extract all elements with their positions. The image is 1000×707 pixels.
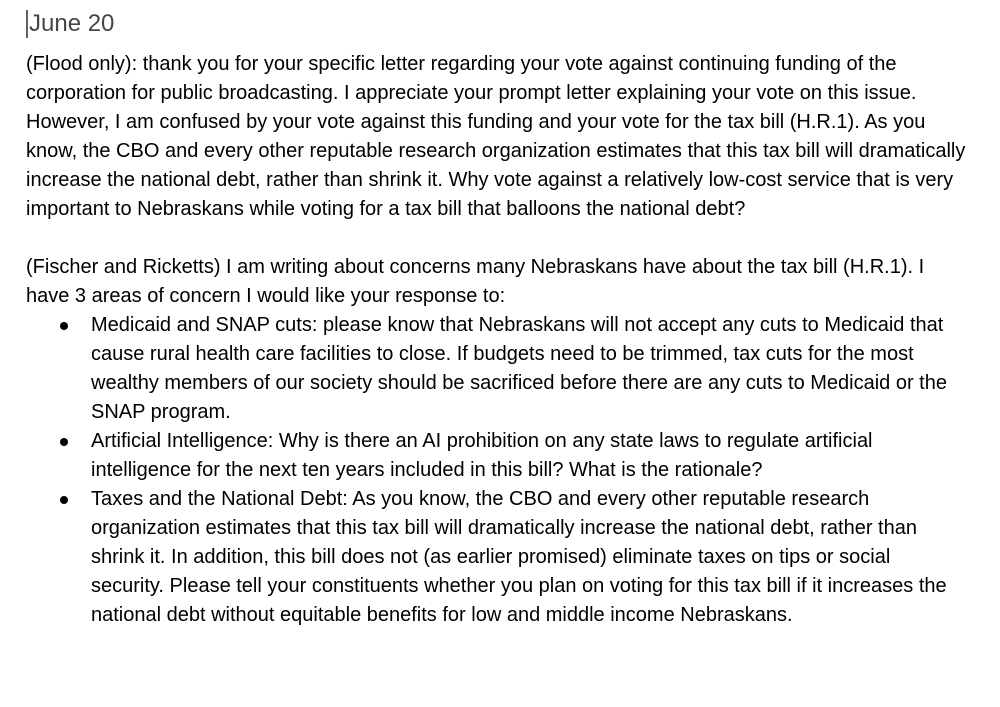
- concerns-list: [26, 311, 976, 630]
- heading-line[interactable]: [26, 0, 976, 50]
- document-heading[interactable]: June 20: [29, 10, 115, 37]
- paragraph-fischer-ricketts[interactable]: (Fischer and Ricketts) I am writing about concerns many Nebraskans have about the tax bill (H.R.1). I have 3 areas of concern I would like your response to:: [26, 256, 925, 307]
- bullet-icon: [60, 496, 68, 504]
- list-item-text: Medicaid and SNAP cuts: please know that Nebraskans will not accept any cuts to Medicaid that cause rural health care facilities to close. If budgets need to be trimmed, tax cuts for the most wealthy members of our society should be sacrificed before there are any cuts to Medicaid or the SNAP program.: [91, 314, 947, 423]
- list-item-text: Artificial Intelligence: Why is there an AI prohibition on any state laws to regulate artificial intelligence for the next ten years included in this bill? What is the rationale?: [91, 430, 873, 481]
- blank-line[interactable]: [26, 224, 976, 253]
- list-item[interactable]: [26, 311, 966, 427]
- document-body[interactable]: [26, 0, 976, 630]
- bullet-icon: [60, 322, 68, 330]
- list-item[interactable]: [26, 485, 966, 630]
- list-item[interactable]: [26, 427, 966, 485]
- text-cursor: [26, 10, 28, 38]
- bullet-icon: [60, 438, 68, 446]
- paragraph-flood[interactable]: (Flood only): thank you for your specific letter regarding your vote against continuing funding of the corporation for public broadcasting. I appreciate your prompt letter explaining your vote on this issue. However, I am confused by your vote against this funding and your vote for the tax bill (H.R.1). As you know, the CBO and every other reputable research organization estimates that this tax bill will dramatically increase the national debt, rather than shrink it. Why vote against a relatively low-cost service that is very important to Nebraskans while voting for a tax bill that balloons the national debt?: [26, 53, 966, 220]
- list-item-text: Taxes and the National Debt: As you know, the CBO and every other reputable research organization estimates that this tax bill will dramatically increase the national debt, rather than shrink it. In addition, this bill does not (as earlier promised) eliminate taxes on tips or social security. Please tell your constituents whether you plan on voting for this tax bill if it increases the national debt without equitable benefits for low and middle income Nebraskans.: [91, 488, 947, 626]
